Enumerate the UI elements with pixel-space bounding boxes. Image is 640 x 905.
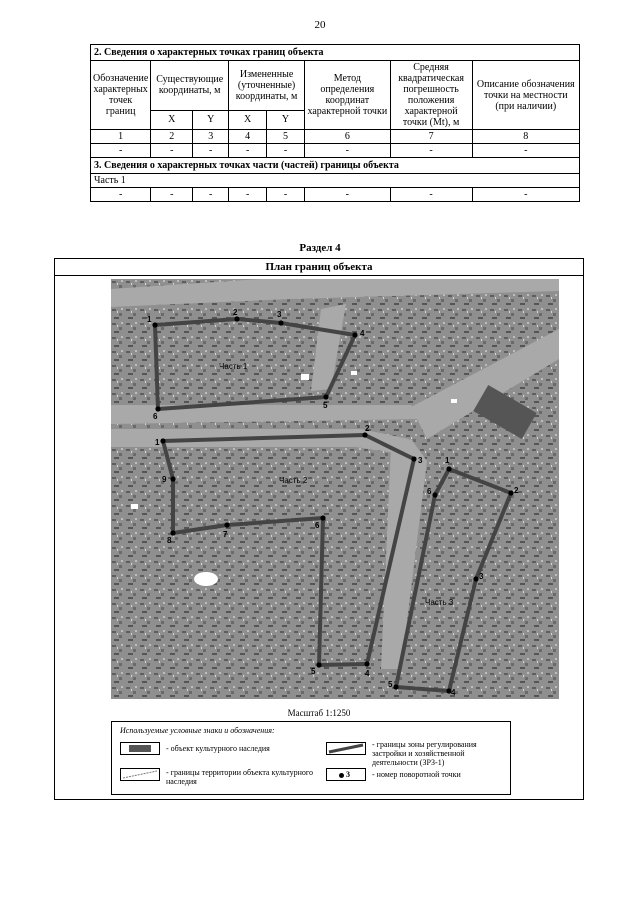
point-number: 5 xyxy=(323,401,328,410)
header-method: Метод определения координат характерной точки xyxy=(304,61,390,130)
turning-point-marker xyxy=(411,456,416,461)
header-updated-x: X xyxy=(229,110,267,129)
table-cell: - xyxy=(267,144,305,158)
section2-title: 2. Сведения о характерных точках границ объекта xyxy=(91,45,580,61)
table-cell: - xyxy=(229,144,267,158)
table-cell: - xyxy=(390,188,472,202)
table-cell: - xyxy=(267,188,305,202)
col-num: 1 xyxy=(91,130,151,144)
table-row xyxy=(91,188,580,202)
characteristic-points-table xyxy=(90,44,580,202)
header-description: Описание обозначения точки на местности (при наличии) xyxy=(472,61,579,130)
turning-point-marker xyxy=(170,530,175,535)
table-cell: - xyxy=(193,188,229,202)
header-existing: Существующие координаты, м xyxy=(151,61,229,111)
col-num: 2 xyxy=(151,130,193,144)
part-label: Часть 1 xyxy=(91,174,580,188)
turning-point-marker xyxy=(170,476,175,481)
point-number: 6 xyxy=(427,487,432,496)
turning-point-marker xyxy=(320,515,325,520)
turning-point-marker xyxy=(393,684,398,689)
boundary-plan-map xyxy=(111,279,559,699)
header-accuracy: Средняя квадратическая погрешность положения характерной точки (Mt), м xyxy=(390,61,472,130)
table-cell: - xyxy=(390,144,472,158)
point-number: 2 xyxy=(365,424,370,433)
col-num: 8 xyxy=(472,130,579,144)
zone-border-symbol xyxy=(326,742,366,755)
header-updated: Измененные (уточненные) координаты, м xyxy=(229,61,305,111)
col-num: 3 xyxy=(193,130,229,144)
point-number: 2 xyxy=(233,308,238,317)
point-number: 8 xyxy=(167,536,172,545)
col-num: 6 xyxy=(304,130,390,144)
plan-title: План границ объекта xyxy=(55,259,583,276)
turning-point-marker xyxy=(155,406,160,411)
legend-zone-border: - границы зоны регулирования застройки и хозяйственной деятельности (ЗРЗ-1) xyxy=(372,740,477,767)
legend-title: Используемые условные знаки и обозначения: xyxy=(120,726,275,735)
turning-point-marker xyxy=(432,492,437,497)
table-cell: - xyxy=(151,188,193,202)
point-number: 3 xyxy=(479,572,484,581)
turning-point-marker xyxy=(160,438,165,443)
turning-point-marker xyxy=(508,490,513,495)
turning-point-marker xyxy=(224,522,229,527)
table-cell: - xyxy=(229,188,267,202)
header-updated-y: Y xyxy=(267,110,305,129)
point-number: 1 xyxy=(445,456,450,465)
header-existing-y: Y xyxy=(193,110,229,129)
part1-label: Часть 1 xyxy=(219,362,248,371)
legend-territory-border: - границы территории объекта культурного наследия xyxy=(166,768,313,786)
turning-point-marker xyxy=(278,320,283,325)
table-cell: - xyxy=(304,144,390,158)
turning-point-marker xyxy=(446,466,451,471)
point-number: 7 xyxy=(223,530,228,539)
point-number: 6 xyxy=(315,521,320,530)
point-number: 3 xyxy=(418,456,423,465)
map-scale: Масштаб 1:1250 xyxy=(287,708,351,718)
heritage-object-symbol xyxy=(120,742,160,755)
legend-point-number: - номер поворотной точки xyxy=(372,770,461,779)
table-cell: - xyxy=(304,188,390,202)
turning-point-marker xyxy=(316,662,321,667)
turning-point-marker xyxy=(323,394,328,399)
column-numbers-row xyxy=(91,130,580,144)
point-number: 1 xyxy=(147,315,152,324)
point-number: 4 xyxy=(451,688,456,697)
plan-frame xyxy=(54,258,584,800)
col-num: 5 xyxy=(267,130,305,144)
legend xyxy=(111,721,511,795)
table-cell: - xyxy=(91,144,151,158)
table-cell: - xyxy=(193,144,229,158)
point-number: 1 xyxy=(155,438,160,447)
section3-title: 3. Сведения о характерных точках части (частей) границы объекта xyxy=(91,158,580,174)
point-number: 5 xyxy=(388,680,393,689)
table-cell: - xyxy=(472,144,579,158)
point-number: 2 xyxy=(514,486,519,495)
part3-label: Часть 3 xyxy=(425,598,454,607)
table-cell: - xyxy=(151,144,193,158)
turning-point-marker xyxy=(234,316,239,321)
turning-point-marker xyxy=(352,332,357,337)
point-number: 9 xyxy=(162,475,167,484)
col-num: 4 xyxy=(229,130,267,144)
header-existing-x: X xyxy=(151,110,193,129)
table-row xyxy=(91,144,580,158)
point-number: 4 xyxy=(365,669,370,678)
header-designation: Обозначение характерных точек границ xyxy=(91,61,151,130)
turning-point-marker xyxy=(152,322,157,327)
point-number-symbol xyxy=(326,768,366,781)
table-cell: - xyxy=(472,188,579,202)
page-number: 20 xyxy=(314,19,326,31)
point-number: 6 xyxy=(153,412,158,421)
table-cell: - xyxy=(91,188,151,202)
turning-point-marker xyxy=(473,576,478,581)
point-number: 5 xyxy=(311,667,316,676)
legend-heritage-object: - объект культурного наследия xyxy=(166,744,270,753)
turning-point-marker xyxy=(364,661,369,666)
section-heading: Раздел 4 xyxy=(299,242,341,254)
territory-border-symbol xyxy=(120,768,160,781)
point-number: 4 xyxy=(360,329,365,338)
col-num: 7 xyxy=(390,130,472,144)
part2-label: Часть 2 xyxy=(279,476,308,485)
point-sample: 3 xyxy=(346,770,350,779)
turning-point-marker xyxy=(362,432,367,437)
point-number: 3 xyxy=(277,310,282,319)
